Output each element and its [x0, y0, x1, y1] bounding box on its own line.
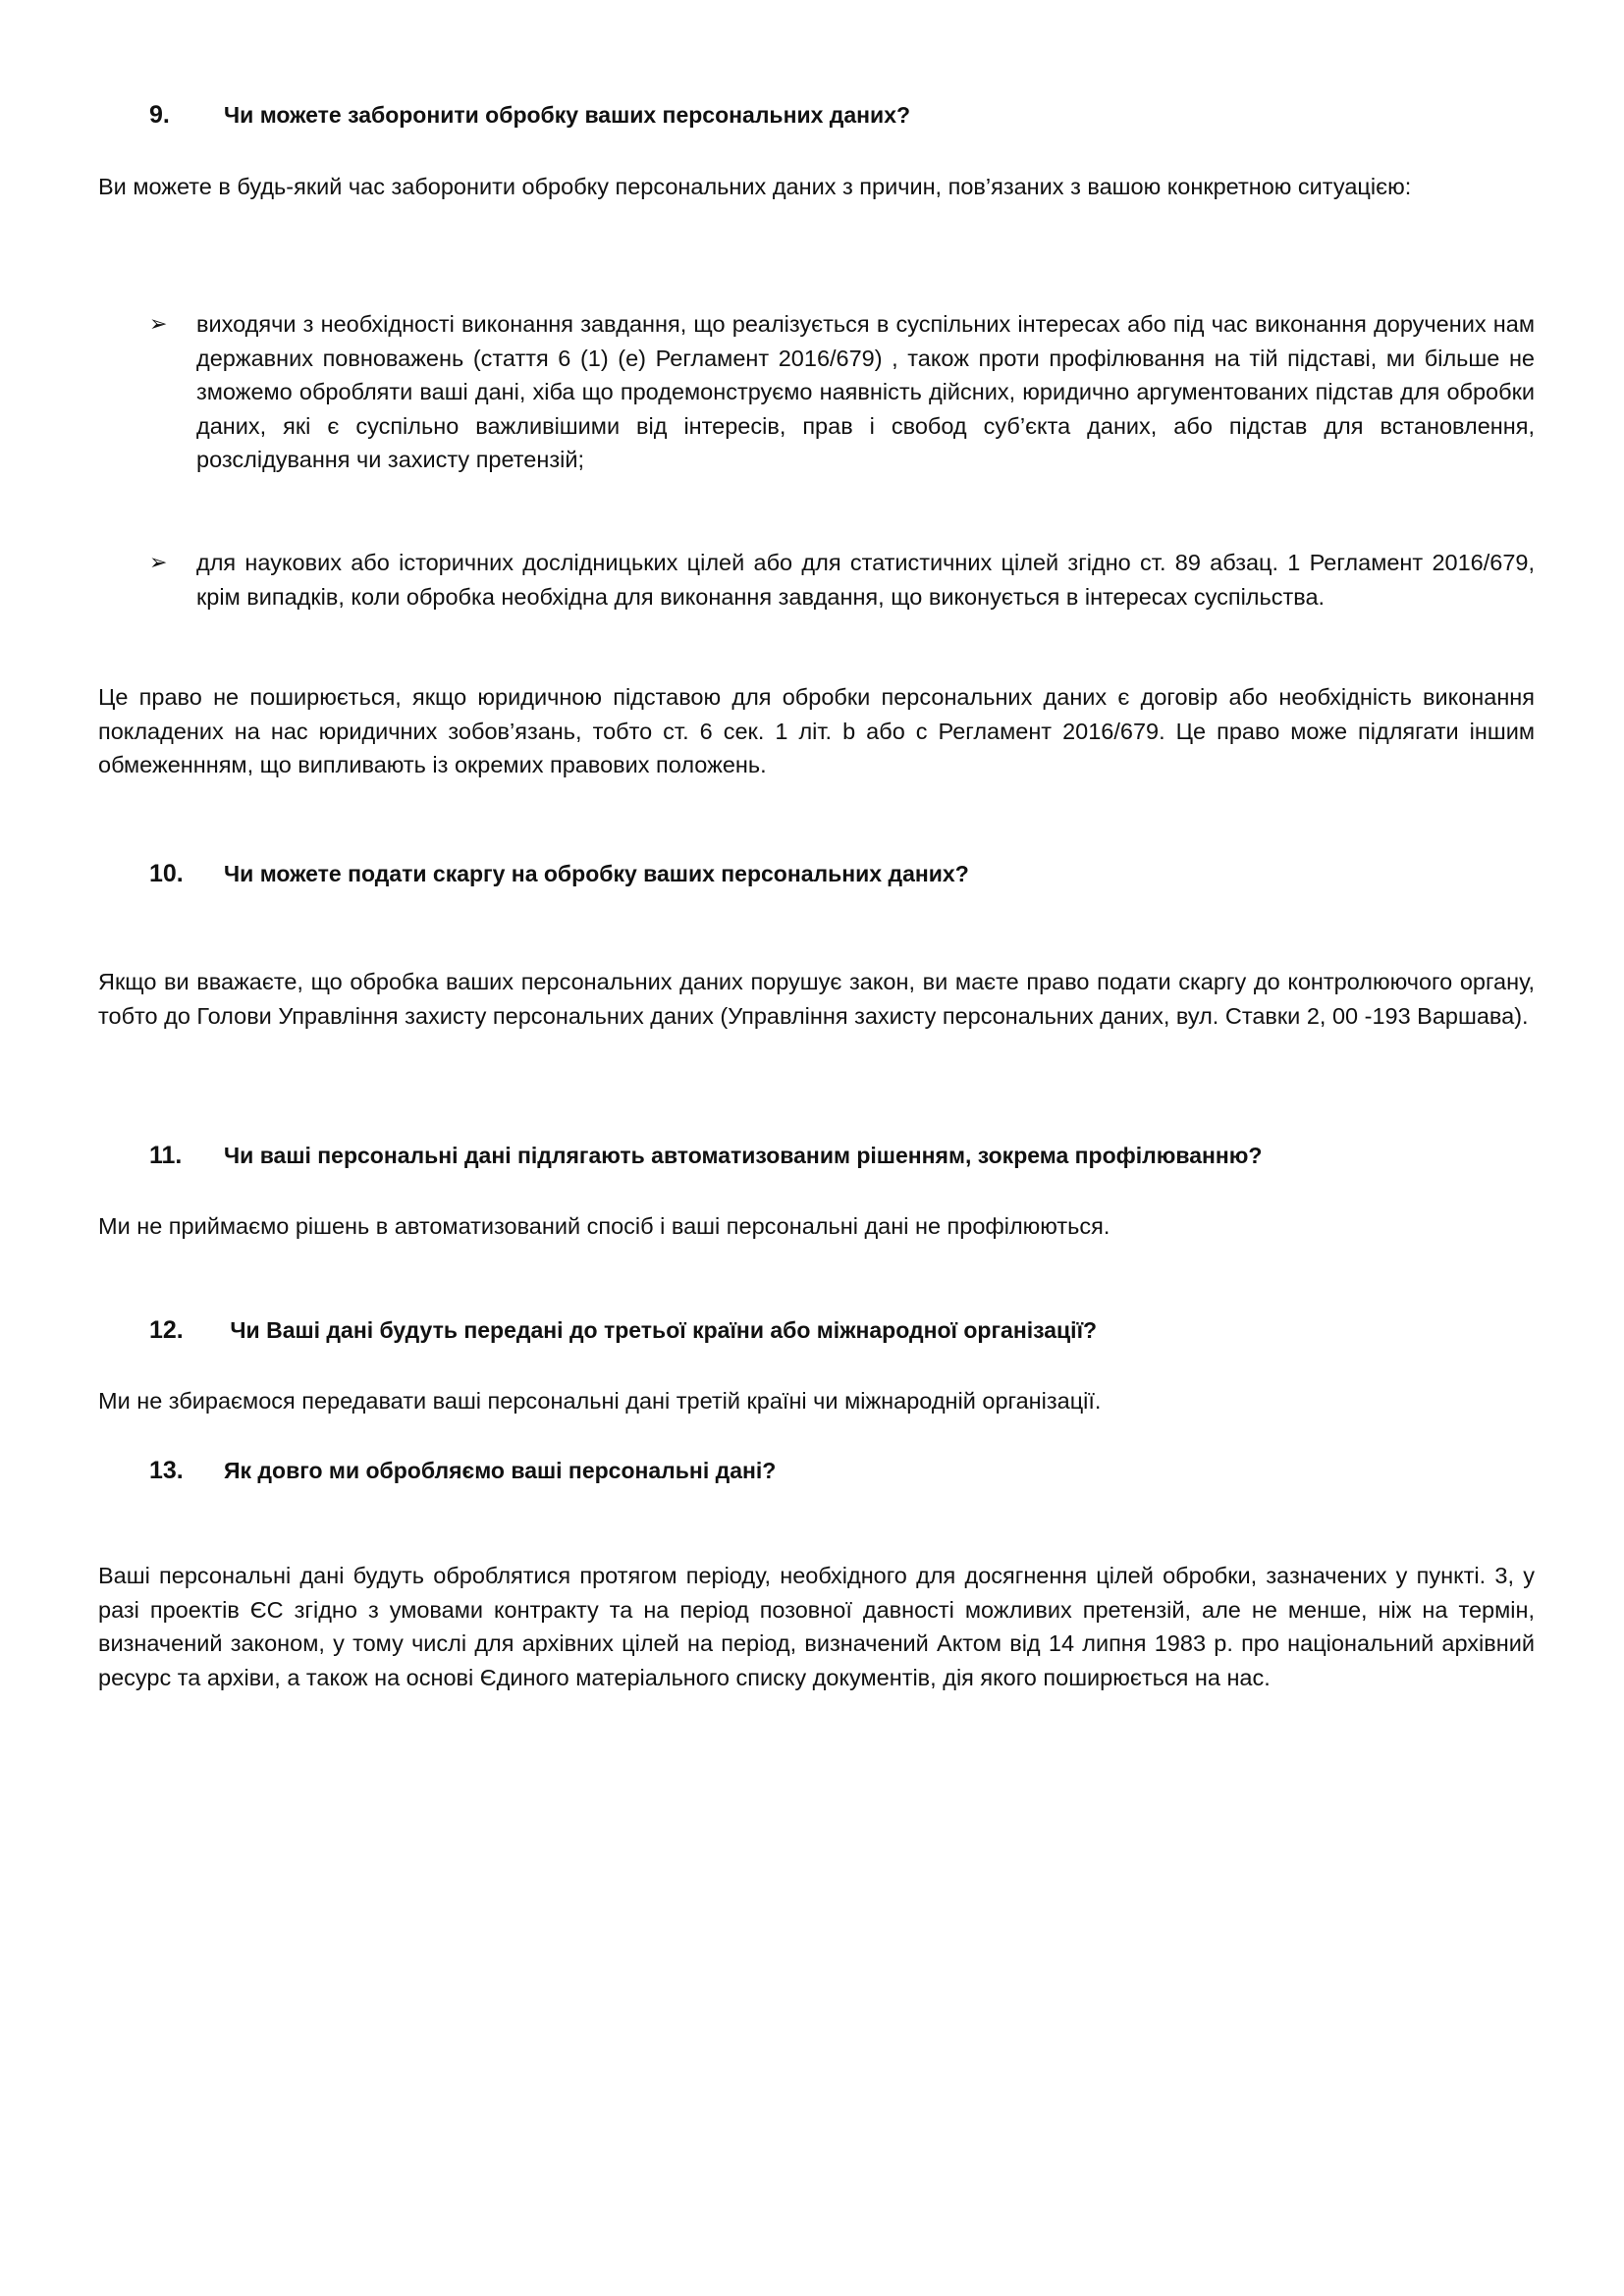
section-13-heading [149, 1456, 776, 1485]
section-11-body: Ми не приймаємо рішень в автоматизований спосіб і ваші персональні дані не профілюються. [98, 1213, 1110, 1239]
section-13-body: Ваші персональні дані будуть оброблятися протягом періоду, необхідного для досягнення цілей обробки, зазначених у пункті. 3, у разі проектів ЄС згідно з умовами контракту та на період позовної давності можливих претензій, але не менше, ніж на термін, визначений законом, у тому числі для архівних цілей на період, визначений Актом від 14 липня 1983 р. про національний архівний ресурс та архіви, а також на основі Єдиного матеріального списку документів, дія якого поширюється на нас. [98, 1563, 1535, 1690]
section-9-bullet-2: для наукових або історичних дослідницьких цілей або для статистичних цілей згідно ст. 89 абзац. 1 Регламент 2016/679, крім випадків, коли обробка необхідна для виконання завдання, що виконується в інтересах суспільства. [196, 550, 1535, 610]
section-9-heading [149, 100, 910, 130]
section-12-title: Чи Ваші дані будуть передані до третьої країни або міжнародної організації? [224, 1317, 1098, 1343]
section-9-outro: Це право не поширюється, якщо юридичною підставою для обробки персональних даних є договір або необхідність виконання покладених на нас юридичних зобов’язань, тобто ст. 6 сек. 1 літ. b або с Регламент 2016/679. Це право може підлягати іншим обмеженнням, що випливають із окремих правових положень. [98, 684, 1535, 777]
section-10-body: Якщо ви вважаєте, що обробка ваших персональних даних порушує закон, ви маєте право подати скаргу до контролюючого органу, тобто до Голови Управління захисту персональних даних (Управління захисту персональних даних, вул. Ставки 2, 00 -193 Варшава). [98, 969, 1535, 1029]
section-9-bullet-1: виходячи з необхідності виконання завдання, що реалізується в суспільних інтересах або під час виконання доручених нам державних повноважень (стаття 6 (1) (е) Регламент 2016/679) , також проти профілювання на тій підставі, ми більше не зможемо обробляти ваші дані, хіба що продемонструємо наявність дійсних, юридично аргументованих підстав для обробки даних, які є суспільно важливішими від інтересів, прав і свобод суб’єкта даних, або підстав для встановлення, розслідування чи захисту претензій; [196, 311, 1535, 472]
section-9-intro: Ви можете в будь-який час заборонити обробку персональних даних з причин, пов’язаних з вашою конкретною ситуацією: [98, 174, 1412, 199]
section-11-heading [149, 1141, 1262, 1170]
section-13-title: Як довго ми обробляємо ваші персональні дані? [224, 1458, 777, 1483]
section-12-heading [149, 1315, 1097, 1345]
arrow-bullet-icon: ➢ [149, 311, 168, 336]
section-11-number: 11. [149, 1142, 183, 1169]
section-12-body: Ми не збираємося передавати ваші персональні дані третій країні чи міжнародній організації. [98, 1388, 1102, 1414]
section-9-title: Чи можете заборонити обробку ваших персональних даних? [224, 102, 911, 128]
section-9-number: 9. [149, 101, 170, 129]
section-11-title: Чи ваші персональні дані підлягають автоматизованим рішенням, зокрема профілюванню? [224, 1143, 1263, 1168]
list-item [149, 307, 1535, 477]
list-item [149, 546, 1535, 614]
section-12-number: 12. [149, 1316, 184, 1344]
section-10-heading [149, 859, 969, 888]
section-10-number: 10. [149, 860, 184, 887]
arrow-bullet-icon: ➢ [149, 550, 168, 574]
section-13-number: 13. [149, 1457, 184, 1484]
section-10-title: Чи можете подати скаргу на обробку ваших персональних даних? [224, 861, 969, 886]
